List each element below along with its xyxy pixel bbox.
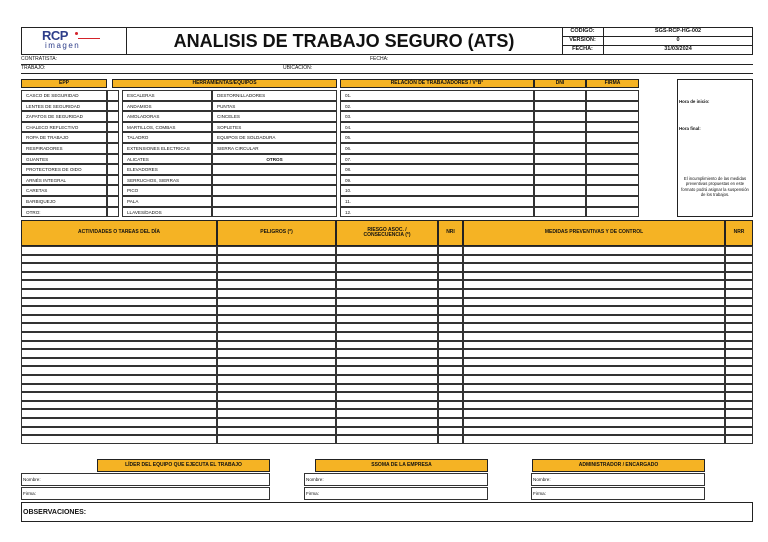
otros-field[interactable] (212, 207, 337, 218)
firma-field[interactable] (586, 207, 639, 218)
peligro-cell[interactable] (217, 427, 336, 436)
actividad-cell[interactable] (21, 255, 217, 264)
company-logo (42, 29, 104, 53)
nrr-cell[interactable] (725, 409, 753, 418)
nri-cell[interactable] (438, 323, 463, 332)
medida-cell[interactable] (463, 349, 725, 358)
nombre-field[interactable]: Nombre: (531, 473, 705, 486)
dni-field[interactable] (534, 154, 586, 165)
epp-item: ARNÉS INTEGRAL (21, 175, 107, 186)
epp-item: GUANTES (21, 154, 107, 165)
actividad-cell[interactable] (21, 298, 217, 307)
worker-name-field[interactable]: 01. (340, 90, 534, 101)
actividad-cell[interactable] (21, 289, 217, 298)
firma-field[interactable] (586, 196, 639, 207)
actividad-cell[interactable] (21, 384, 217, 393)
peligro-cell[interactable] (217, 341, 336, 350)
worker-name-field[interactable]: 12. (340, 207, 534, 218)
riesgo-cell[interactable] (336, 255, 438, 264)
dni-field[interactable] (534, 143, 586, 154)
dni-field[interactable] (534, 196, 586, 207)
peligro-cell[interactable] (217, 280, 336, 289)
peligro-cell[interactable] (217, 401, 336, 410)
medida-cell[interactable] (463, 401, 725, 410)
peligro-cell[interactable] (217, 435, 336, 444)
medida-cell[interactable] (463, 435, 725, 444)
nri-cell[interactable] (438, 366, 463, 375)
nrr-cell[interactable] (725, 384, 753, 393)
peligro-cell[interactable] (217, 323, 336, 332)
nrr-cell[interactable] (725, 280, 753, 289)
firma-field[interactable] (586, 111, 639, 122)
nri-cell[interactable] (438, 263, 463, 272)
nrr-cell[interactable] (725, 246, 753, 255)
peligro-cell[interactable] (217, 315, 336, 324)
actividad-cell[interactable] (21, 332, 217, 341)
tool-item: AMOLADORAS (122, 111, 212, 122)
nri-cell[interactable] (438, 341, 463, 350)
nrr-cell[interactable] (725, 298, 753, 307)
riesgo-cell[interactable] (336, 349, 438, 358)
tool-item: PUNTAS (212, 101, 337, 112)
nri-cell[interactable] (438, 375, 463, 384)
epp-checkbox[interactable] (107, 207, 119, 218)
hora-final-label: Hora final: (679, 126, 701, 131)
tool-item: PALA (122, 196, 212, 207)
nri-cell[interactable] (438, 349, 463, 358)
nri-cell[interactable] (438, 272, 463, 281)
peligro-cell[interactable] (217, 409, 336, 418)
actividad-cell[interactable] (21, 272, 217, 281)
epp-item: BARBIQUEJO (21, 196, 107, 207)
nri-cell[interactable] (438, 280, 463, 289)
medidas-header: MEDIDAS PREVENTIVAS Y DE CONTROL (463, 220, 725, 246)
medida-cell[interactable] (463, 418, 725, 427)
firma-header: FIRMA (586, 79, 639, 88)
medida-cell[interactable] (463, 384, 725, 393)
medida-cell[interactable] (463, 306, 725, 315)
medida-cell[interactable] (463, 366, 725, 375)
peligro-cell[interactable] (217, 306, 336, 315)
peligro-cell[interactable] (217, 289, 336, 298)
worker-name-field[interactable]: 03. (340, 111, 534, 122)
peligro-cell[interactable] (217, 392, 336, 401)
medida-cell[interactable] (463, 255, 725, 264)
tool-item: CINCELES (212, 111, 337, 122)
dni-field[interactable] (534, 207, 586, 218)
firma-field[interactable] (586, 101, 639, 112)
version-value: 0 (676, 37, 680, 43)
peligros-header: PELIGROS (*) (217, 220, 336, 246)
actividad-cell[interactable] (21, 263, 217, 272)
peligro-cell[interactable] (217, 255, 336, 264)
riesgo-cell[interactable] (336, 384, 438, 393)
epp-checkbox[interactable] (107, 101, 119, 112)
nrr-cell[interactable] (725, 323, 753, 332)
dni-field[interactable] (534, 164, 586, 175)
epp-item: CHALECO REFLECTIVO (21, 122, 107, 133)
tool-item: ALICATES (122, 154, 212, 165)
riesgo-cell[interactable] (336, 246, 438, 255)
riesgo-cell[interactable] (336, 375, 438, 384)
tool-item: SERRUCHOS, SIERRAS (122, 175, 212, 186)
medida-cell[interactable] (463, 289, 725, 298)
nrr-cell[interactable] (725, 263, 753, 272)
otros-field[interactable] (212, 175, 337, 186)
nri-cell[interactable] (438, 392, 463, 401)
firma-field[interactable] (586, 154, 639, 165)
medida-cell[interactable] (463, 427, 725, 436)
tool-item: MARTILLOS, COMBAS (122, 122, 212, 133)
epp-checkbox[interactable] (107, 164, 119, 175)
epp-item: CASCO DE SEGURIDAD (21, 90, 107, 101)
dni-field[interactable] (534, 175, 586, 186)
signature-header: LÍDER DEL EQUIPO QUE EJECUTA EL TRABAJO (97, 459, 270, 472)
observaciones-label: OBSERVACIONES: (23, 509, 87, 516)
riesgo-header-line2: CONSECUENCIA (*) (363, 232, 411, 238)
firma-field[interactable] (586, 122, 639, 133)
tool-item: ELEVADORES (122, 164, 212, 175)
actividad-cell[interactable] (21, 315, 217, 324)
nrr-cell[interactable] (725, 392, 753, 401)
medida-cell[interactable] (463, 323, 725, 332)
date-value: 31/03/2024 (664, 46, 692, 52)
epp-checkbox[interactable] (107, 175, 119, 186)
firma-sign-field[interactable]: Firma: (531, 487, 705, 500)
epp-checkbox[interactable] (107, 132, 119, 143)
riesgo-cell[interactable] (336, 298, 438, 307)
tool-item: ESCALERAS (122, 90, 212, 101)
riesgo-cell[interactable] (336, 306, 438, 315)
medida-cell[interactable] (463, 272, 725, 281)
worker-name-field[interactable]: 02. (340, 101, 534, 112)
nrr-cell[interactable] (725, 427, 753, 436)
logo-subtitle: imagen (45, 41, 81, 50)
nrr-cell[interactable] (725, 289, 753, 298)
peligro-cell[interactable] (217, 332, 336, 341)
firma-field[interactable] (586, 185, 639, 196)
logo-mark: RCP (42, 28, 68, 43)
firma-field[interactable] (586, 164, 639, 175)
actividad-cell[interactable] (21, 280, 217, 289)
contratista-label: CONTRATISTA: (21, 56, 57, 62)
medida-cell[interactable] (463, 375, 725, 384)
nombre-field[interactable]: Nombre: (304, 473, 488, 486)
dni-field[interactable] (534, 90, 586, 101)
riesgo-cell[interactable] (336, 280, 438, 289)
peligro-cell[interactable] (217, 366, 336, 375)
riesgo-cell[interactable] (336, 272, 438, 281)
riesgo-header-line1: RIESGO ASOC. / (367, 226, 407, 233)
ubicacion-label: UBICACIÓN: (283, 65, 313, 71)
epp-checkbox[interactable] (107, 90, 119, 101)
code-value: SGS-RCP-HG-002 (654, 28, 702, 34)
riesgo-cell[interactable] (336, 401, 438, 410)
nri-cell[interactable] (438, 289, 463, 298)
worker-name-field[interactable]: 06. (340, 143, 534, 154)
nri-cell[interactable] (438, 384, 463, 393)
nri-cell[interactable] (438, 315, 463, 324)
dni-field[interactable] (534, 101, 586, 112)
peligro-cell[interactable] (217, 349, 336, 358)
peligro-cell[interactable] (217, 298, 336, 307)
medida-cell[interactable] (463, 298, 725, 307)
otros-field[interactable] (212, 164, 337, 175)
epp-item: OTRO: (21, 207, 107, 218)
riesgo-cell[interactable] (336, 358, 438, 367)
date-label: FECHA: (572, 46, 593, 52)
nrr-cell[interactable] (725, 349, 753, 358)
peligro-cell[interactable] (217, 263, 336, 272)
riesgo-cell[interactable] (336, 435, 438, 444)
medida-cell[interactable] (463, 392, 725, 401)
epp-checkbox[interactable] (107, 143, 119, 154)
actividad-cell[interactable] (21, 392, 217, 401)
epp-checkbox[interactable] (107, 154, 119, 165)
worker-name-field[interactable]: 11. (340, 196, 534, 207)
epp-checkbox[interactable] (107, 185, 119, 196)
riesgo-cell[interactable] (336, 323, 438, 332)
nrr-cell[interactable] (725, 435, 753, 444)
observaciones-box[interactable] (21, 502, 753, 522)
worker-name-field[interactable]: 08. (340, 164, 534, 175)
nrr-cell[interactable] (725, 366, 753, 375)
nrr-cell[interactable] (725, 255, 753, 264)
page-title: ANALISIS DE TRABAJO SEGURO (ATS) (173, 31, 515, 51)
epp-checkbox[interactable] (107, 111, 119, 122)
tool-item: SOPLETES (212, 122, 337, 133)
medida-cell[interactable] (463, 280, 725, 289)
firma-field[interactable] (586, 90, 639, 101)
tool-item: EXTENSIONES ELECTRICAS (122, 143, 212, 154)
actividad-cell[interactable] (21, 409, 217, 418)
nri-cell[interactable] (438, 409, 463, 418)
tool-item: DESTORNILLADORES (212, 90, 337, 101)
tool-item: LLAVES/DADOS (122, 207, 212, 218)
riesgo-cell[interactable] (336, 409, 438, 418)
epp-item: ZAPATOS DE SEGURIDAD (21, 111, 107, 122)
actividad-cell[interactable] (21, 418, 217, 427)
actividad-cell[interactable] (21, 246, 217, 255)
actividad-cell[interactable] (21, 358, 217, 367)
dni-header: DNI (534, 79, 586, 88)
fecha-label: FECHA: (370, 56, 389, 62)
otros-label: OTROS (212, 154, 337, 165)
trabajo-label: TRABAJO: (21, 65, 46, 71)
peligro-cell[interactable] (217, 358, 336, 367)
signature-header: SSOMA DE LA EMPRESA (315, 459, 488, 472)
actividad-cell[interactable] (21, 427, 217, 436)
tool-item: PICO (122, 185, 212, 196)
epp-item: LENTES DE SEGURIDAD (21, 101, 107, 112)
nri-cell[interactable] (438, 332, 463, 341)
epp-item: PROTECTORES DE OIDO (21, 164, 107, 175)
nri-cell[interactable] (438, 298, 463, 307)
version-label: VERSION: (569, 37, 596, 43)
nombre-field[interactable]: Nombre: (21, 473, 270, 486)
dni-field[interactable] (534, 132, 586, 143)
actividad-cell[interactable] (21, 323, 217, 332)
medida-cell[interactable] (463, 315, 725, 324)
nri-cell[interactable] (438, 435, 463, 444)
incumplimiento-note: El incumplimiento de las medidas preventivas propuestas en este formato podrá asignar la suspensión de los trabajos. (681, 176, 749, 198)
peligro-cell[interactable] (217, 246, 336, 255)
nrr-header: NRR (725, 220, 753, 246)
medida-cell[interactable] (463, 263, 725, 272)
medida-cell[interactable] (463, 358, 725, 367)
nrr-cell[interactable] (725, 375, 753, 384)
nrr-cell[interactable] (725, 306, 753, 315)
nrr-cell[interactable] (725, 401, 753, 410)
medida-cell[interactable] (463, 246, 725, 255)
tool-item: TALADRO (122, 132, 212, 143)
otros-field[interactable] (212, 185, 337, 196)
tool-item: ANDAMIOS (122, 101, 212, 112)
tool-item: SIERRA CIRCULAR (212, 143, 337, 154)
medida-cell[interactable] (463, 341, 725, 350)
peligro-cell[interactable] (217, 418, 336, 427)
actividad-cell[interactable] (21, 401, 217, 410)
nri-cell[interactable] (438, 401, 463, 410)
firma-field[interactable] (586, 175, 639, 186)
peligro-cell[interactable] (217, 375, 336, 384)
riesgo-cell[interactable] (336, 392, 438, 401)
epp-header: EPP (21, 79, 107, 88)
herramientas-header: HERRAMIENTAS/EQUIPOS (112, 79, 337, 88)
riesgo-cell[interactable] (336, 263, 438, 272)
worker-name-field[interactable]: 07. (340, 154, 534, 165)
riesgo-header (336, 220, 438, 246)
nrr-cell[interactable] (725, 358, 753, 367)
actividad-cell[interactable] (21, 366, 217, 375)
worker-name-field[interactable]: 09. (340, 175, 534, 186)
epp-checkbox[interactable] (107, 122, 119, 133)
epp-checkbox[interactable] (107, 196, 119, 207)
relacion-header: RELACIÓN DE TRABAJADORES / V°B° (340, 79, 534, 88)
dni-field[interactable] (534, 185, 586, 196)
actividad-cell[interactable] (21, 375, 217, 384)
actividad-cell[interactable] (21, 435, 217, 444)
nri-cell[interactable] (438, 418, 463, 427)
actividad-cell[interactable] (21, 306, 217, 315)
tool-item: EQUIPOS DE SOLDADURA (212, 132, 337, 143)
nrr-cell[interactable] (725, 341, 753, 350)
nri-cell[interactable] (438, 255, 463, 264)
nri-cell[interactable] (438, 246, 463, 255)
nri-header: NRI (438, 220, 463, 246)
dni-field[interactable] (534, 122, 586, 133)
medida-cell[interactable] (463, 332, 725, 341)
nrr-cell[interactable] (725, 315, 753, 324)
riesgo-cell[interactable] (336, 332, 438, 341)
peligro-cell[interactable] (217, 272, 336, 281)
riesgo-cell[interactable] (336, 289, 438, 298)
code-label: CODIGO: (570, 28, 595, 34)
otros-field[interactable] (212, 196, 337, 207)
riesgo-cell[interactable] (336, 315, 438, 324)
nrr-cell[interactable] (725, 332, 753, 341)
firma-sign-field[interactable]: Firma: (21, 487, 270, 500)
peligro-cell[interactable] (217, 384, 336, 393)
firma-field[interactable] (586, 132, 639, 143)
riesgo-cell[interactable] (336, 341, 438, 350)
riesgo-cell[interactable] (336, 427, 438, 436)
epp-item: CARETAS (21, 185, 107, 196)
actividades-header: ACTIVIDADES O TAREAS DEL DÍA (21, 220, 217, 246)
medida-cell[interactable] (463, 409, 725, 418)
nri-cell[interactable] (438, 427, 463, 436)
riesgo-cell[interactable] (336, 418, 438, 427)
epp-item: ROPA DE TRABAJO (21, 132, 107, 143)
worker-name-field[interactable]: 10. (340, 185, 534, 196)
actividad-cell[interactable] (21, 341, 217, 350)
riesgo-cell[interactable] (336, 366, 438, 375)
hora-inicio-label: Hora de inicio: (679, 99, 710, 104)
nri-cell[interactable] (438, 358, 463, 367)
nrr-cell[interactable] (725, 272, 753, 281)
worker-name-field[interactable]: 05. (340, 132, 534, 143)
nri-cell[interactable] (438, 306, 463, 315)
epp-item: RESPIRADORES (21, 143, 107, 154)
dni-field[interactable] (534, 111, 586, 122)
actividad-cell[interactable] (21, 349, 217, 358)
firma-field[interactable] (586, 143, 639, 154)
nrr-cell[interactable] (725, 418, 753, 427)
firma-sign-field[interactable]: Firma: (304, 487, 488, 500)
worker-name-field[interactable]: 04. (340, 122, 534, 133)
signature-header: ADMINISTRADOR / ENCARGADO (532, 459, 705, 472)
